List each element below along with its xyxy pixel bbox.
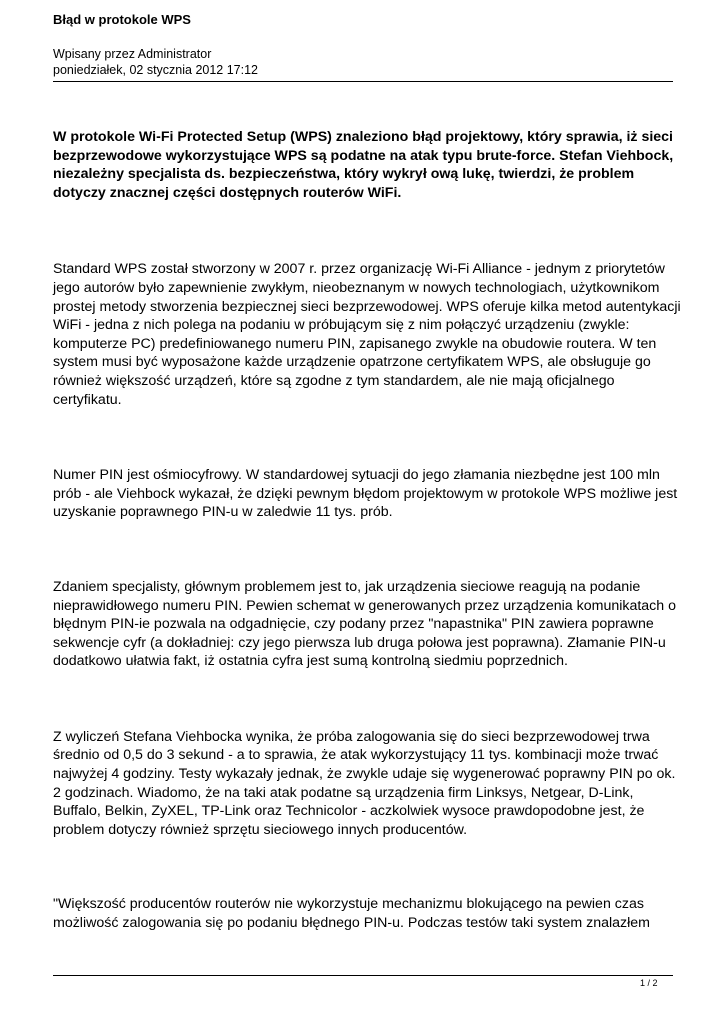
paragraph-3: Zdaniem specjalisty, głównym problemem jest to, jak urządzenia sieciowe reagują na podanie nieprawidłowego numeru PIN. Pewien schemat w generowanych przez urządzenia komunikatach o błędnym PIN-ie pozwala na odgadnięcie, czy podany przez "napastnika" PIN zawiera poprawne sekwencje cyfr (a dokładniej: czy jego pierwsza lub druga połowa jest poprawna). Złamanie PIN-u dodatkowo ułatwia fakt, iż ostatnia cyfra jest sumą kontrolną siedmiu poprzednich. [53,578,677,670]
paragraph-4: Z wyliczeń Stefana Viehbocka wynika, że próba zalogowania się do sieci bezprzewodowej trwa średnio od 0,5 do 3 sekund - a to sprawia, że atak wykorzystujący 11 tys. kombinacji może trwać najwyżej 4 godziny. Testy wykazały jednak, że zwykle udaje się wygenerować poprawny PIN po ok. 2 godzinach. Wiadomo, że na taki atak podatne są urządzenia firm Linksys, Netgear, D-Link, Buffalo, Belkin, ZyXEL, TP-Link oraz Technicolor - aczkolwiek wysoce prawdopodobne jest, że problem dotyczy również sprzętu sieciowego innych producentów. [53,728,676,838]
lead-paragraph: W protokole Wi-Fi Protected Setup (WPS) znaleziono błąd projektowy, który sprawia, iż sieci bezprzewodowe wykorzystujące WPS są podatne na atak typu brute-force. Stefan Viehbock, niezależny specjalista ds. bezpieczeństwa, który wykrył ową lukę, twierdzi, że problem dotyczy znacznej części dostępnych routerów WiFi. [53,129,674,201]
page-title: Błąd w protokole WPS [53,12,191,27]
author-line: Wpisany przez Administrator [53,47,212,61]
footer-divider [53,975,673,976]
page-number: 1 / 2 [640,978,658,988]
date-line: poniedziałek, 02 stycznia 2012 17:12 [53,63,259,77]
paragraph-5: "Większość producentów routerów nie wykorzystuje mechanizmu blokującego na pewien czas możliwość zalogowania się po podaniu błędnego PIN-u. Podczas testów taki system znalazłem [53,896,650,932]
paragraph-1: Standard WPS został stworzony w 2007 r. przez organizację Wi-Fi Alliance - jednym z priorytetów jego autorów było zapewnienie zwykłym, nieobeznanym w nowych technologiach, użytkownikom prostej metody stworzenia bezpiecznej sieci bezprzewodowej. WPS oferuje kilka metod autentykacji WiFi - jedna z nich polega na podaniu w próbującym się z nim połączyć urządzeniu (zwykle: komputerze PC) predefiniowanego numeru PIN, zapisanego zwykle na obudowie routera. W ten system musi być wyposażone każde urządzenie opatrzone certyfikatem WPS, ale obsługuje go również większość urządzeń, które są zgodne z tym standardem, ale nie mają oficjalnego certyfikatu. [53,261,681,408]
header-divider [53,81,673,82]
paragraph-2: Numer PIN jest ośmiocyfrowy. W standardowej sytuacji do jego złamania niezbędne jest 100 mln prób - ale Viehbock wykazał, że dzięki pewnym błędom projektowym w protokole WPS możliwe jest uzyskanie poprawnego PIN-u w zaledwie 11 tys. prób. [53,467,678,521]
article-body [53,128,683,933]
article-meta [53,46,258,78]
